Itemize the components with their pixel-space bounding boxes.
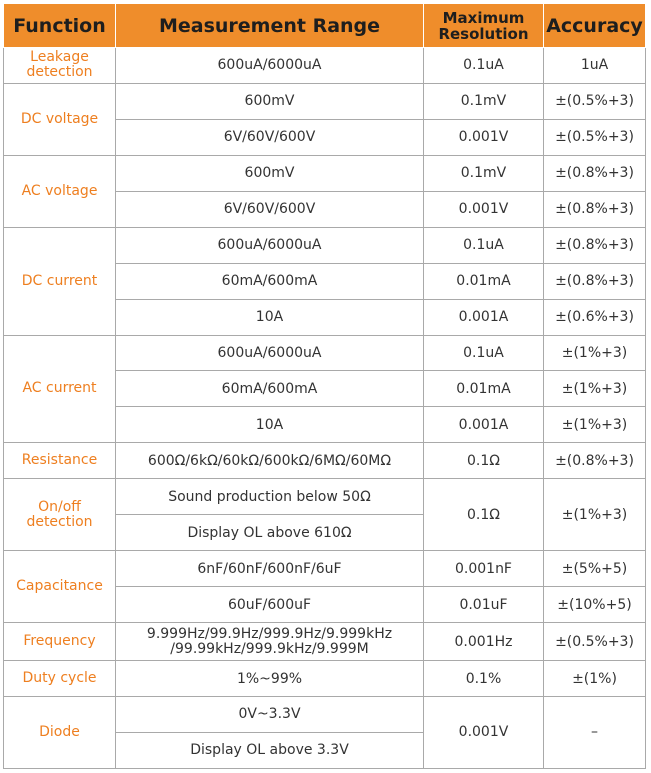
table-row [4,335,646,371]
accuracy-cell: ±(0.8%+3) [544,191,646,227]
header-resolution-line2: Resolution [438,24,529,43]
range-cell: 600Ω/6kΩ/60kΩ/600kΩ/6MΩ/60MΩ [116,443,424,479]
range-cell: 6V/60V/600V [116,191,424,227]
function-frequency: Frequency [4,623,116,661]
range-cell: 0V~3.3V [116,696,424,732]
accuracy-cell: ±(0.8%+3) [544,263,646,299]
range-cell [116,623,424,661]
accuracy-cell: ±(1%) [544,661,646,697]
table-row [4,48,646,84]
accuracy-cell: ±(10%+5) [544,587,646,623]
header-row [4,4,646,48]
table-row [4,155,646,191]
resolution-cell: 0.001V [424,696,544,768]
accuracy-cell: – [544,696,646,768]
function-leakage-detection [4,48,116,84]
range-cell: Display OL above 610Ω [116,515,424,551]
table-row [4,696,646,732]
range-cell: 1%~99% [116,661,424,697]
range-cell: 600mV [116,155,424,191]
resolution-cell: 0.1Ω [424,479,544,551]
range-cell: 600uA/6000uA [116,335,424,371]
range-cell: 10A [116,299,424,335]
range-cell: Display OL above 3.3V [116,732,424,768]
spec-table [3,3,646,769]
table-row [4,661,646,697]
function-dc-current: DC current [4,227,116,335]
header-maximum-resolution [424,4,544,48]
table-row [4,83,646,119]
header-measurement-range: Measurement Range [116,4,424,48]
resolution-cell: 0.01uF [424,587,544,623]
resolution-cell: 0.1Ω [424,443,544,479]
function-label-line2: detection [26,513,93,530]
resolution-cell: 0.001V [424,119,544,155]
accuracy-cell: ±(0.5%+3) [544,119,646,155]
header-function: Function [4,4,116,48]
function-ac-voltage: AC voltage [4,155,116,227]
accuracy-cell: ±(0.8%+3) [544,155,646,191]
resolution-cell: 0.001A [424,299,544,335]
range-cell: 6nF/60nF/600nF/6uF [116,551,424,587]
resolution-cell: 0.1uA [424,335,544,371]
resolution-cell: 0.1uA [424,227,544,263]
header-accuracy: Accuracy [544,4,646,48]
resolution-cell: 0.1% [424,661,544,697]
function-duty-cycle: Duty cycle [4,661,116,697]
accuracy-cell: ±(1%+3) [544,335,646,371]
function-on-off-detection [4,479,116,551]
resolution-cell: 0.001Hz [424,623,544,661]
accuracy-cell: ±(0.8%+3) [544,227,646,263]
function-dc-voltage: DC voltage [4,83,116,155]
range-line1: 9.999Hz/99.9Hz/999.9Hz/9.999kHz [146,625,393,642]
accuracy-cell: ±(5%+5) [544,551,646,587]
function-capacitance: Capacitance [4,551,116,623]
resolution-cell: 0.1mV [424,83,544,119]
resolution-cell: 0.001V [424,191,544,227]
range-cell: 600mV [116,83,424,119]
function-diode: Diode [4,696,116,768]
range-cell: 10A [116,407,424,443]
accuracy-cell: ±(1%+3) [544,479,646,551]
resolution-cell: 0.1uA [424,48,544,84]
range-cell: 600uA/6000uA [116,48,424,84]
resolution-cell: 0.001nF [424,551,544,587]
range-line2: /99.99kHz/999.9kHz/9.999M [170,640,369,657]
resolution-cell: 0.01mA [424,263,544,299]
resolution-cell: 0.001A [424,407,544,443]
function-label-line2: detection [26,64,93,81]
range-cell: 60mA/600mA [116,263,424,299]
table-row [4,227,646,263]
range-cell: Sound production below 50Ω [116,479,424,515]
resolution-cell: 0.1mV [424,155,544,191]
accuracy-cell: ±(0.6%+3) [544,299,646,335]
resolution-cell: 0.01mA [424,371,544,407]
function-label-line1: On/off [38,498,81,515]
range-cell: 6V/60V/600V [116,119,424,155]
accuracy-cell: ±(0.5%+3) [544,623,646,661]
function-resistance: Resistance [4,443,116,479]
accuracy-cell: ±(0.5%+3) [544,83,646,119]
accuracy-cell: ±(1%+3) [544,407,646,443]
function-ac-current: AC current [4,335,116,443]
range-cell: 60uF/600uF [116,587,424,623]
accuracy-cell: 1uA [544,48,646,84]
function-label-line1: Leakage [30,49,89,66]
table-row [4,623,646,661]
table-row [4,443,646,479]
range-cell: 600uA/6000uA [116,227,424,263]
accuracy-cell: ±(0.8%+3) [544,443,646,479]
table-row [4,479,646,515]
accuracy-cell: ±(1%+3) [544,371,646,407]
header-resolution-line1: Maximum [442,8,525,27]
table-row [4,551,646,587]
range-cell: 60mA/600mA [116,371,424,407]
